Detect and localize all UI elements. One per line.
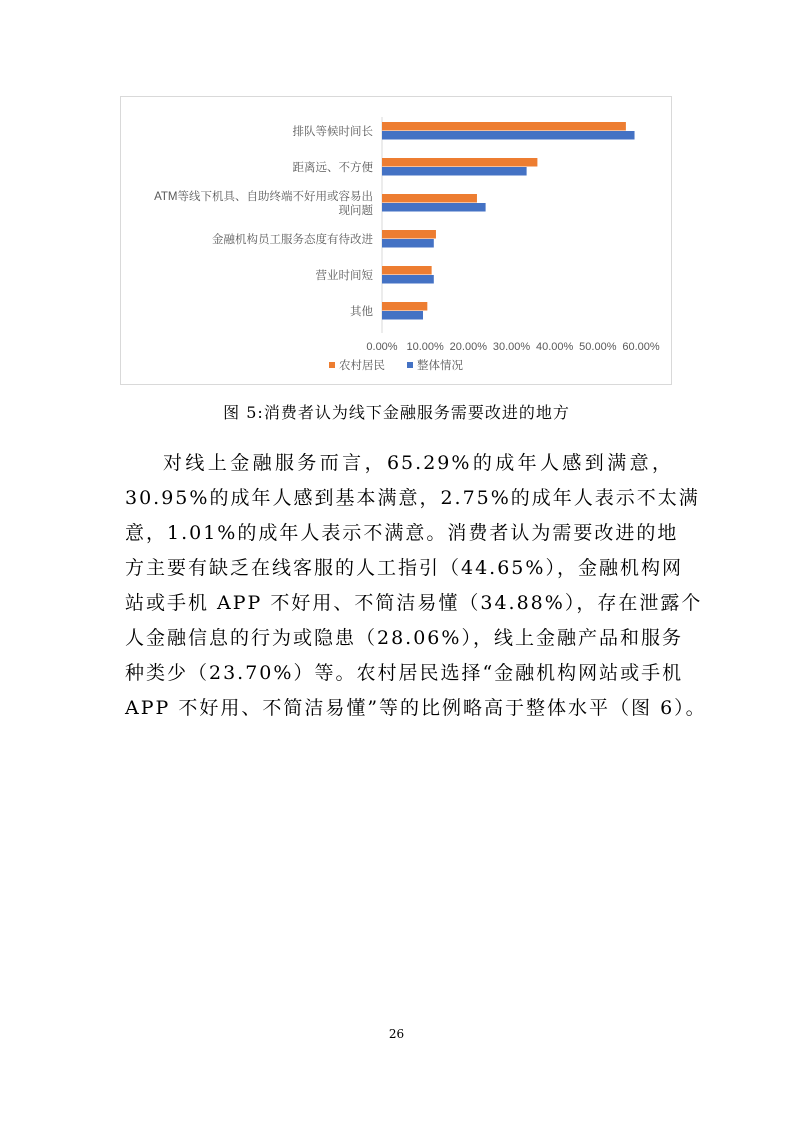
bar-rural	[382, 194, 477, 203]
bar-overall	[382, 203, 486, 212]
category-label: 金融机构员工服务态度有待改进	[212, 234, 373, 246]
chart-frame	[120, 96, 672, 385]
paragraph-line: 意，1.01%的成年人表示不满意。消费者认为需要改进的地	[125, 522, 679, 544]
x-tick-label: 10.00%	[406, 341, 444, 353]
category-label: 其他	[350, 306, 373, 318]
legend-label: 整体情况	[417, 360, 463, 372]
bar-overall	[382, 167, 527, 176]
x-tick-label: 20.00%	[449, 341, 487, 353]
paragraph-line: 方主要有缺乏在线客服的人工指引（44.65%），金融机构网	[125, 557, 683, 579]
body-paragraph	[125, 446, 707, 726]
bar-rural	[382, 302, 427, 311]
paragraph-line: 30.95%的成年人感到基本满意，2.75%的成年人表示不太满	[125, 487, 700, 509]
bar-rural	[382, 230, 436, 239]
x-tick-label: 50.00%	[579, 341, 617, 353]
paragraph-line: 种类少（23.70%）等。农村居民选择“金融机构网站或手机	[125, 662, 684, 684]
x-tick-label: 0.00%	[366, 341, 398, 353]
category-label: 距离远、不方便	[292, 162, 373, 174]
bar-chart	[121, 97, 671, 384]
x-tick-label: 40.00%	[536, 341, 574, 353]
paragraph-line: APP 不好用、不简洁易懂”等的比例略高于整体水平（图 6）。	[125, 697, 707, 719]
legend-swatch	[407, 362, 413, 368]
bar-overall	[382, 239, 434, 248]
bar-overall	[382, 131, 635, 140]
category-label: 排队等候时间长	[292, 126, 373, 138]
legend-swatch	[329, 362, 335, 368]
legend-label: 农村居民	[339, 360, 385, 372]
category-label: 营业时间短	[315, 270, 373, 282]
paragraph-line: 站或手机 APP 不好用、不简洁易懂（34.88%），存在泄露个	[125, 592, 703, 614]
bar-overall	[382, 275, 434, 284]
x-tick-label: 60.00%	[622, 341, 660, 353]
page-number: 26	[388, 1027, 405, 1041]
bar-rural	[382, 122, 626, 131]
bar-rural	[382, 158, 537, 167]
paragraph-line: 对线上金融服务而言，65.29%的成年人感到满意，	[163, 452, 673, 474]
x-tick-label: 30.00%	[492, 341, 531, 353]
bar-overall	[382, 311, 423, 320]
category-label: 现问题	[338, 205, 373, 217]
category-label: ATM等线下机具、自助终端不好用或容易出	[154, 191, 373, 203]
figure-caption: 图 5:消费者认为线下金融服务需要改进的地方	[223, 403, 570, 422]
paragraph-line: 人金融信息的行为或隐患（28.06%），线上金融产品和服务	[125, 627, 683, 649]
bar-rural	[382, 266, 432, 275]
